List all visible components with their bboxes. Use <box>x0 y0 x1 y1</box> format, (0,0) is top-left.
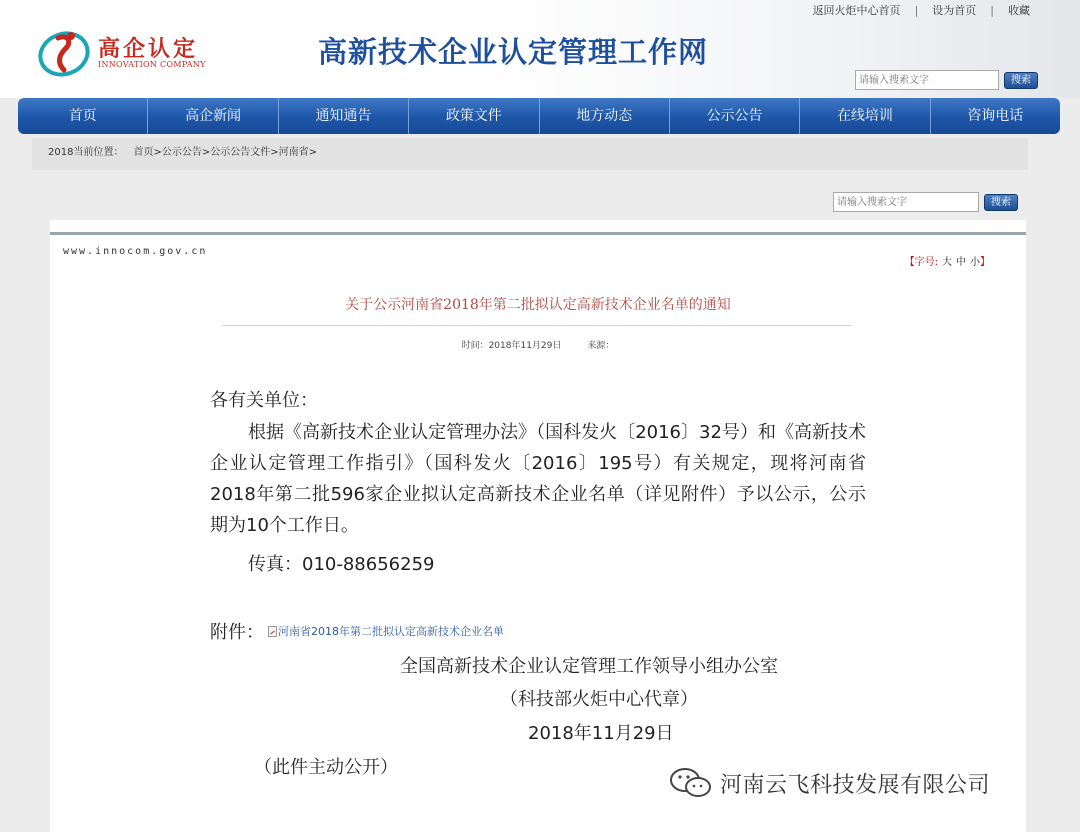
signature-office: 全国高新技术企业认定管理工作领导小组办公室 <box>400 656 778 677</box>
signature-date: 2018年11月29日 <box>528 723 674 744</box>
breadcrumb-label: 2018当前位置： <box>48 147 124 158</box>
signature-seal: （科技部火炬中心代章） <box>500 689 698 710</box>
site-header <box>0 0 1080 98</box>
logo-chinese-text: 高企认定 <box>98 37 199 62</box>
wechat-icon <box>668 765 714 801</box>
article-source: 来源： <box>587 341 615 351</box>
breadcrumb-path[interactable]: 首页>公示公告>公示公告文件>河南省> <box>133 147 317 158</box>
header-search-button[interactable]: 搜索 <box>1004 72 1038 89</box>
content-search-button[interactable]: 搜索 <box>984 194 1018 211</box>
wechat-watermark <box>668 765 990 801</box>
article-title: 关于公示河南省2018年第二批拟认定高新技术企业名单的通知 <box>345 297 731 313</box>
font-size-control <box>905 253 990 268</box>
bookmark-link[interactable]: 收藏 <box>1008 4 1030 17</box>
font-size-label: 【字号: <box>904 257 938 268</box>
font-size-small[interactable]: 小 <box>970 257 980 268</box>
article-fax: 传真：010-88656259 <box>248 554 435 575</box>
broken-image-icon <box>268 626 277 637</box>
header-search-input[interactable] <box>855 70 999 90</box>
nav-item-notices[interactable]: 通知通告 <box>279 98 409 134</box>
nav-item-policies[interactable]: 政策文件 <box>409 98 539 134</box>
title-divider <box>222 325 852 326</box>
article-time: 时间：2018年11月29日 <box>461 341 562 351</box>
site-title: 高新技术企业认定管理工作网 <box>318 35 709 69</box>
card-top-rule <box>50 232 1026 235</box>
torch-center-home-link[interactable]: 返回火炬中心首页 <box>812 4 901 17</box>
nav-item-news[interactable]: 高企新闻 <box>148 98 278 134</box>
article-salutation: 各有关单位： <box>210 390 318 411</box>
main-nav <box>18 98 1060 134</box>
site-logo[interactable] <box>38 24 238 80</box>
top-links <box>813 2 1030 18</box>
content-search <box>833 192 1018 212</box>
nav-item-online-training[interactable]: 在线培训 <box>800 98 930 134</box>
nav-item-home[interactable]: 首页 <box>18 98 148 134</box>
breadcrumb <box>32 138 1028 170</box>
article-card <box>50 220 1026 832</box>
public-note: （此件主动公开） <box>254 757 398 778</box>
nav-item-public-announcements[interactable]: 公示公告 <box>670 98 800 134</box>
watermark-text: 河南云飞科技发展有限公司 <box>720 772 991 798</box>
set-homepage-link[interactable]: 设为首页 <box>932 4 977 17</box>
top-link-separator: | <box>914 3 919 17</box>
article-meta <box>50 338 1026 351</box>
attachment-row <box>210 618 504 644</box>
logo-mark-icon <box>38 24 96 80</box>
logo-english-text: INNOVATION COMPANY <box>98 60 206 69</box>
site-domain: www.innocom.gov.cn <box>63 246 208 257</box>
article-paragraph: 根据《高新技术企业认定管理办法》（国科发火〔2016〕32号）和《高新技术企业认定管理工作指引》（国科发火〔2016〕195号）有关规定，现将河南省2018年第二批596家企业拟认定高新技术企业名单（详见附件）予以公示，公示期为10个工作日。 <box>210 422 866 536</box>
nav-item-hotline[interactable]: 咨询电话 <box>967 108 1024 124</box>
content-search-input[interactable] <box>833 192 979 212</box>
font-size-close: 】 <box>980 257 990 268</box>
attachment-link[interactable] <box>268 623 504 639</box>
attachment-label: 附件： <box>210 622 264 643</box>
font-size-medium[interactable]: 中 <box>956 257 966 268</box>
nav-item-local-news[interactable]: 地方动态 <box>540 98 670 134</box>
font-size-large[interactable]: 大 <box>942 257 952 268</box>
attachment-link-text: 河南省2018年第二批拟认定高新技术企业名单 <box>278 625 504 638</box>
header-search <box>855 70 1038 90</box>
top-link-separator: | <box>990 3 994 17</box>
